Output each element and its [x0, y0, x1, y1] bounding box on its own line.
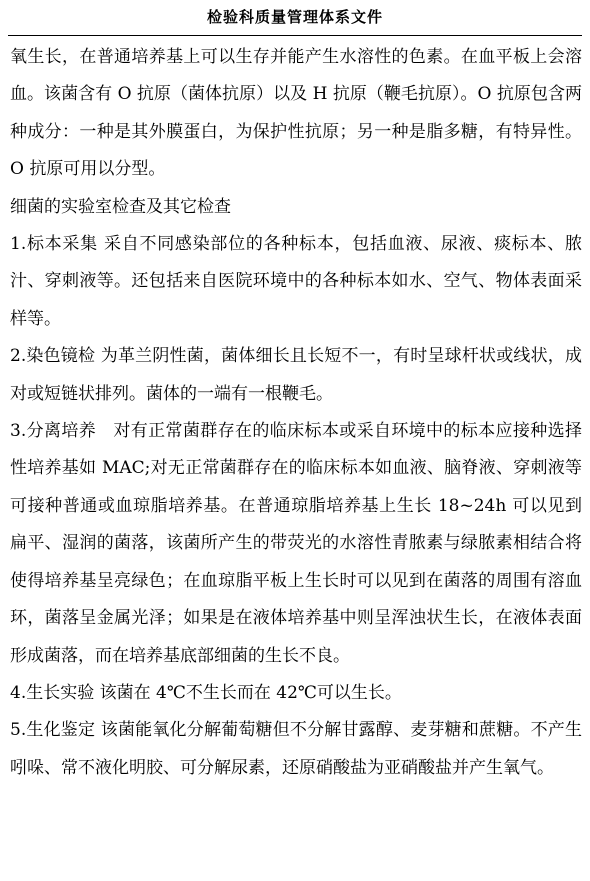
- paragraph-specimen-collection: 1.标本采集 采自不同感染部位的各种标本，包括血液、尿液、痰标本、脓汁、穿刺液等。还包括来自医院环境中的各种标本如水、空气、物体表面采样等。: [10, 234, 582, 329]
- page-header-title: 检验科质量管理体系文件: [206, 8, 383, 26]
- header-divider: [8, 35, 582, 36]
- paragraph-organism-description: 氧生长，在普通培养基上可以生存并能产生水溶性的色素。在血平板上会溶血。该菌含有 O 抗原（菌体抗原）以及 H 抗原（鞭毛抗原）。O 抗原包含两种成分：一种是其外膜蛋白，为保护性抗原；另一种是脂多糖，有特异性。O 抗原可用以分型。: [10, 47, 582, 180]
- section-heading-lab-tests: 细菌的实验室检查及其它检查: [10, 196, 231, 217]
- paragraph-isolation-culture: 3.分离培养 对有正常菌群存在的临床标本或采自环境中的标本应接种选择性培养基如 MAC;对无正常菌群存在的临床标本如血液、脑脊液、穿刺液等可接种普通或血琼脂培养基。在普通琼脂培养基上生长 18~24h 可以见到扁平、湿润的菌落，该菌所产生的带荧光的水溶性青脓素与绿脓素相结合将使得培养基呈亮绿色；在血琼脂平板上生长时可以见到在菌落的周围有溶血环，菌落呈金属光泽；如果是在液体培养基中则呈浑浊状生长，在液体表面形成菌落，而在培养基底部细菌的生长不良。: [10, 421, 582, 666]
- document-body: [10, 39, 582, 787]
- paragraph-biochemical-identification: 5.生化鉴定 该菌能氧化分解葡萄糖但不分解甘露醇、麦芽糖和蔗糖。不产生吲哚、常不液化明胶、可分解尿素，还原硝酸盐为亚硝酸盐并产生氧气。: [10, 720, 582, 778]
- paragraph-staining-microscopy: 2.染色镜检 为革兰阴性菌，菌体细长且长短不一，有时呈球杆状或线状，成对或短链状排列。菌体的一端有一根鞭毛。: [10, 346, 582, 404]
- paragraph-growth-test: 4.生长实验 该菌在 4℃不生长而在 42℃可以生长。: [10, 682, 402, 703]
